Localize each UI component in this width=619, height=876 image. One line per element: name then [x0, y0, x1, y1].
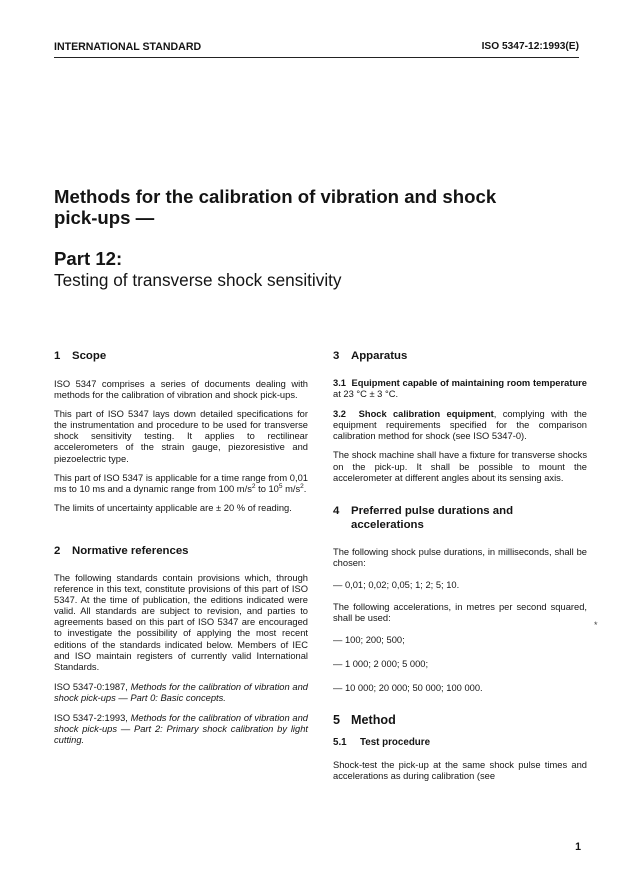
exponent: 5 [278, 482, 283, 490]
section-number: 4 [333, 504, 340, 517]
section-normative-heading [54, 544, 308, 558]
normative-paragraph: The following standards contain provisions which, through reference in this text, constitute provisions of this part of ISO 5347. At the time of publication, the editions indicated were valid. All standards are subject to revision, and parties to agreements based on this part of ISO 5347 are encouraged to investigate the possibility of applying the most recent editions of the standards indicated below. Members of IEC and ISO maintain registers of currently valid International Standards. [54, 572, 308, 672]
section-title: Scope [72, 350, 107, 362]
scope-paragraph-1: ISO 5347 comprises a series of documents dealing with methods for the calibration of vibration and shock pick-ups. [54, 379, 308, 401]
subclause-text: , complying with the equipment requirements specified for the comparison calibration method for shock (see ISO 5347-0). [333, 409, 587, 442]
part-number: Part 12: [54, 248, 123, 269]
accel-intro: The following accelerations, in metres per second squared, shall be used: [333, 602, 587, 624]
scope-range-text: This part of ISO 5347 is applicable for a time range from 0,01 ms to 10 ms and a dynamic range from 100 m/s [54, 472, 308, 494]
section-title: Method [351, 712, 396, 727]
section-scope-heading [54, 349, 308, 363]
header-standard-type: INTERNATIONAL STANDARD [54, 41, 202, 53]
reference-code: ISO 5347-0:1987, [54, 681, 131, 692]
accel-list-item: — 10 000; 20 000; 50 000; 100 000. [333, 683, 483, 694]
scope-paragraph-4: The limits of uncertainty applicable are ± 20 % of reading. [54, 502, 292, 513]
part-title: Testing of transverse shock sensitivity [54, 270, 342, 290]
subclause-3-1 [333, 378, 587, 400]
fixture-paragraph: The shock machine shall have a fixture for transverse shocks on the pick-up. It shall be possible to mount the accelerometer at different angles about its sensing axis. [333, 450, 587, 483]
pulse-intro: The following shock pulse durations, in milliseconds, shall be chosen: [333, 546, 587, 568]
header-rule [54, 57, 579, 58]
subclause-title: Equipment capable of maintaining room temperature [351, 378, 587, 388]
reference-iso-5347-0 [54, 682, 308, 704]
reference-title: Methods for the calibration of vibration and shock pick-ups — Part 0: Basic concepts. [54, 681, 308, 703]
page-number: 1 [575, 841, 581, 853]
section-number: 3 [333, 350, 340, 362]
subclause-title: Test procedure [360, 736, 431, 748]
subclause-number: 3.1 [333, 378, 346, 388]
accel-list-item: — 100; 200; 500; [333, 635, 405, 646]
reference-iso-5347-2 [54, 713, 308, 746]
accel-list-item: — 1 000; 2 000; 5 000; [333, 659, 429, 670]
scope-paragraph-2: This part of ISO 5347 lays down detailed specifications for the instrumentation and procedure to be used for transverse shock sensitivity testing. It applies to rectilinear accelerometers of the strain gauge, piezoresistive and piezoelectric type. [54, 409, 308, 464]
exponent: 2 [251, 482, 256, 490]
header-document-number: ISO 5347-12:1993(E) [481, 41, 579, 52]
section-pulse-heading [333, 504, 587, 532]
margin-mark: * [594, 620, 598, 630]
subclause-number: 5.1 [333, 736, 347, 748]
subclause-title: Shock calibration equipment [358, 409, 494, 420]
scope-range-text: to 10 [255, 483, 279, 494]
section-apparatus-heading [333, 349, 587, 363]
section-number: 1 [54, 350, 61, 362]
reference-title: Methods for the calibration of vibration and shock pick-ups — Part 2: Primary shock calibration by light cutting. [54, 712, 308, 746]
section-method-heading [333, 713, 587, 727]
pulse-durations: — 0,01; 0,02; 0,05; 1; 2; 5; 10. [333, 579, 460, 590]
reference-code: ISO 5347-2:1993, [54, 712, 131, 723]
subclause-5-1-heading [333, 737, 587, 749]
left-column [54, 345, 308, 746]
scope-range-text: m/s [282, 483, 301, 494]
section-number: 5 [333, 712, 341, 727]
scope-range-text: . [303, 483, 307, 494]
section-number: 2 [54, 544, 61, 557]
section-title: Normative references [72, 544, 189, 557]
test-procedure-paragraph: Shock-test the pick-up at the same shock pulse times and accelerations as during calibration (see [333, 759, 587, 781]
section-title: Preferred pulse durations and accelerations [351, 504, 514, 531]
section-title: Apparatus [351, 350, 408, 362]
exponent: 2 [300, 482, 304, 490]
document-title: Methods for the calibration of vibration and shock pick-ups — [54, 186, 497, 228]
scope-paragraph-3 [54, 473, 308, 495]
right-column [333, 345, 587, 782]
subclause-number: 3.2 [333, 409, 346, 420]
subclause-text: at 23 °C ± 3 °C. [333, 389, 399, 400]
subclause-3-2 [333, 409, 587, 442]
